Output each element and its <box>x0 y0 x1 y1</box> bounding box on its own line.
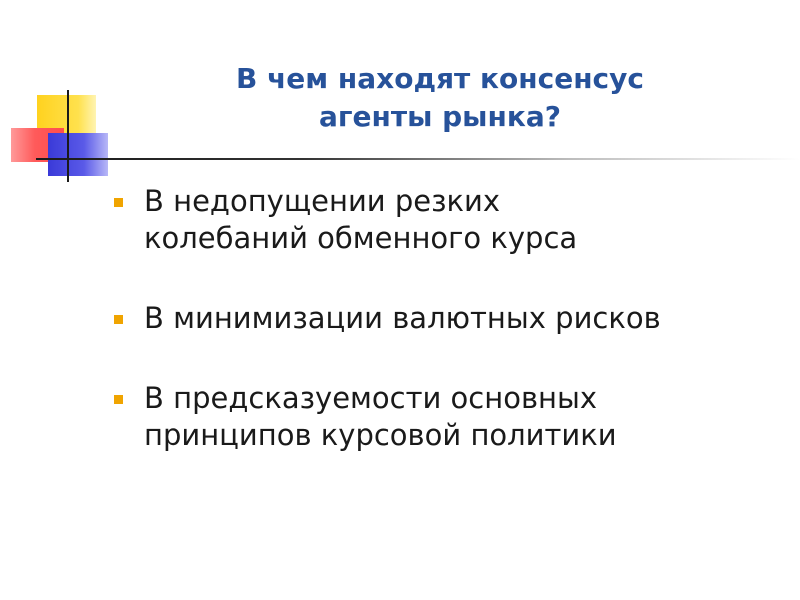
square-bullet-icon <box>114 198 123 207</box>
bullet-text-line-1: В предсказуемости основных <box>144 381 598 415</box>
bullet-text-line-1: В недопущении резких <box>144 184 501 218</box>
bullet-text-line-2: принципов курсовой политики <box>144 418 617 452</box>
square-bullet-icon <box>114 315 123 324</box>
slide-title <box>190 60 690 136</box>
bullet-item <box>110 300 770 337</box>
bullet-text-line-1: В минимизации валютных рисков <box>144 301 661 335</box>
bullet-item <box>110 183 770 257</box>
vertical-divider-line <box>67 90 69 182</box>
square-bullet-icon <box>114 395 123 404</box>
slide-title-line-1: В чем находят консенсус <box>235 62 644 95</box>
title-underline <box>36 158 800 160</box>
bullet-list <box>110 183 770 497</box>
bullet-text-line-2: колебаний обменного курса <box>144 221 578 255</box>
bullet-item <box>110 380 770 454</box>
slide-title-line-2: агенты рынка? <box>318 100 561 133</box>
blue-square <box>48 133 108 176</box>
